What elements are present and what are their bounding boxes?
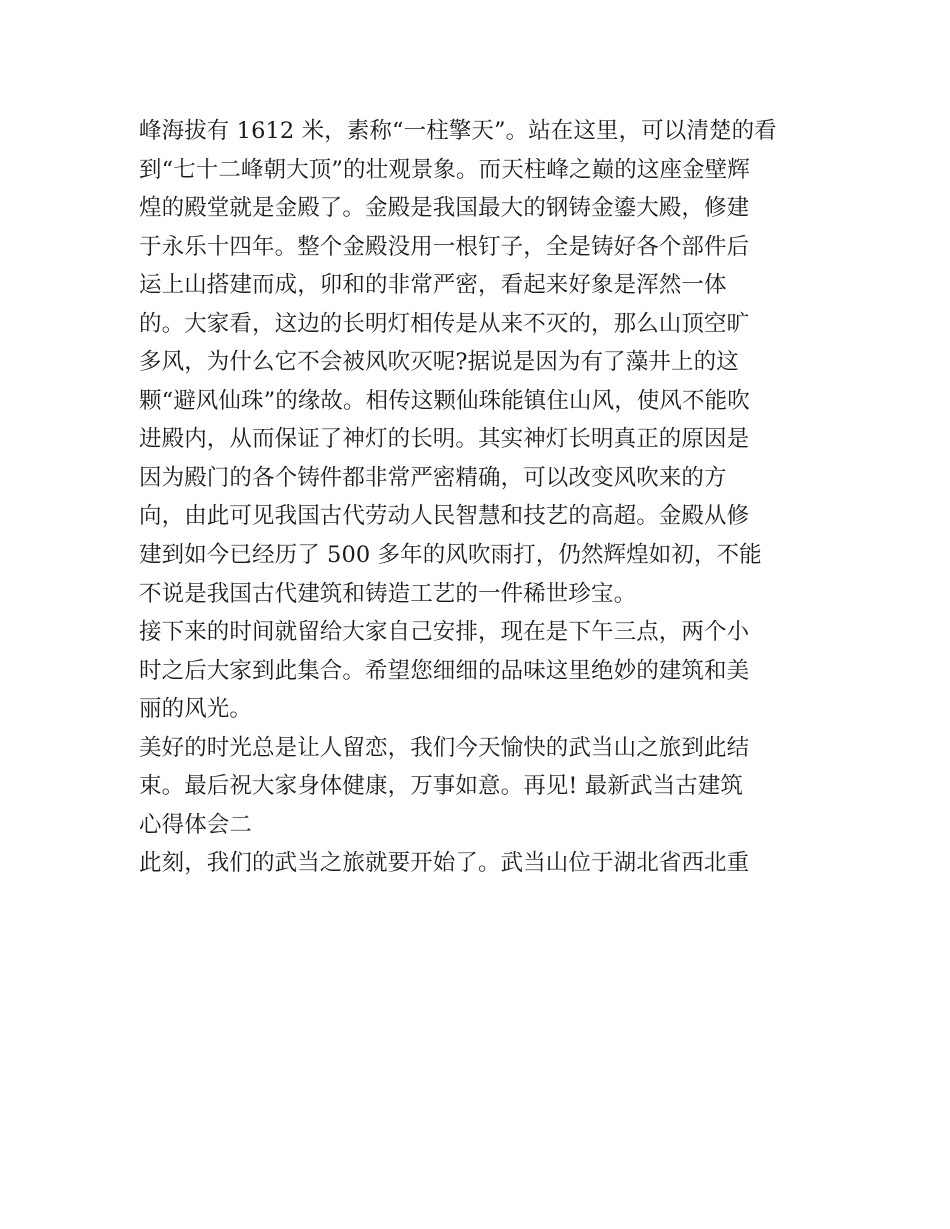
text-line-19: 心得体会二	[139, 811, 253, 838]
text-line-17: 美好的时光总是让人留恋，我们今天愉快的武当山之旅到此结	[139, 734, 750, 761]
text-line-18: 束。最后祝大家身体健康，万事如意。再见! 最新武当古建筑	[139, 773, 743, 800]
text-line-6: 的。大家看，这边的长明灯相传是从来不灭的，那么山顶空旷	[139, 310, 750, 337]
text-line-16: 丽的风光。	[139, 696, 253, 723]
text-line-4: 于永乐十四年。整个金殿没用一根钉子，全是铸好各个部件后	[139, 233, 750, 260]
text-line-20: 此刻，我们的武当之旅就要开始了。武当山位于湖北省西北重	[139, 850, 750, 877]
text-line-2: 到“七十二峰朝大顶”的壮观景象。而天柱峰之巅的这座金壁辉	[139, 156, 750, 183]
document-body	[139, 112, 819, 883]
text-line-8: 颗“避风仙珠”的缘故。相传这颗仙珠能镇住山风，使风不能吹	[139, 387, 750, 414]
text-line-15: 时之后大家到此集合。希望您细细的品味这里绝妙的建筑和美	[139, 657, 750, 684]
text-line-10: 因为殿门的各个铸件都非常严密精确，可以改变风吹来的方	[139, 464, 727, 491]
text-line-11: 向，由此可见我国古代劳动人民智慧和技艺的高超。金殿从修	[139, 503, 750, 530]
text-line-7: 多风，为什么它不会被风吹灭呢?据说是因为有了藻井上的这	[139, 349, 739, 376]
text-line-12: 建到如今已经历了 500 多年的风吹雨打，仍然辉煌如初，不能	[139, 542, 762, 569]
text-line-13: 不说是我国古代建筑和铸造工艺的一件稀世珍宝。	[139, 580, 637, 607]
text-line-3: 煌的殿堂就是金殿了。金殿是我国最大的钢铸金鎏大殿，修建	[139, 195, 750, 222]
text-line-14: 接下来的时间就留给大家自己安排，现在是下午三点，两个小	[139, 619, 750, 646]
text-line-1: 峰海拔有 1612 米，素称“一柱擎天”。站在这里，可以清楚的看	[139, 118, 777, 144]
text-line-5: 运上山搭建而成，卯和的非常严密，看起来好象是浑然一体	[139, 272, 727, 299]
text-line-9: 进殿内，从而保证了神灯的长明。其实神灯长明真正的原因是	[139, 426, 750, 453]
